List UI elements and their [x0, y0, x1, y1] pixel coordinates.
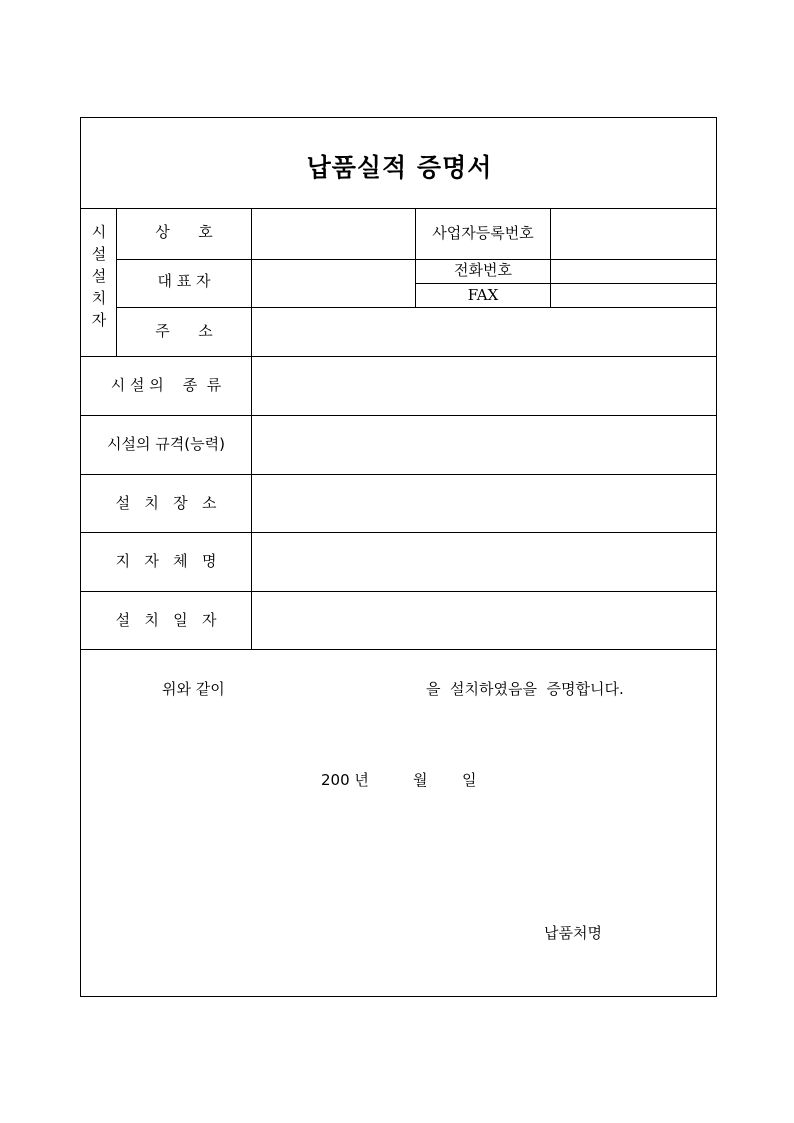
- statement-suffix: 을 설치하였음을 증명합니다.: [426, 680, 624, 698]
- company-label: 상 호: [155, 223, 213, 241]
- certificate-form: [80, 117, 717, 997]
- installer-group-label: [88, 221, 110, 331]
- local-authority-label: 지 자 체 명: [115, 552, 217, 570]
- divider-installer: [81, 356, 717, 357]
- divider-row1: [116, 259, 717, 260]
- facility-spec-label: 시설의 규격(능력): [107, 435, 225, 453]
- divider-spec: [81, 474, 717, 475]
- signer-label: 납품처명: [544, 924, 602, 942]
- divider-location: [81, 532, 717, 533]
- install-location-label: 설 치 장 소: [115, 494, 217, 512]
- group-char: 설: [91, 245, 107, 263]
- group-char: 시: [91, 223, 107, 241]
- business-reg-no-label: 사업자등록번호: [432, 224, 534, 242]
- divider-authority: [81, 591, 717, 592]
- divider-type: [81, 415, 717, 416]
- divider-row2: [116, 307, 717, 308]
- divider-right-col: [550, 208, 551, 307]
- facility-type-label: 시 설 의 종 류: [110, 376, 222, 394]
- install-date-label: 설 치 일 자: [115, 611, 217, 629]
- phone-label: 전화번호: [454, 261, 512, 279]
- statement-prefix: 위와 같이: [162, 680, 225, 698]
- fax-label: FAX: [467, 286, 499, 304]
- group-char: 설: [91, 267, 107, 285]
- group-char: 치: [91, 289, 107, 307]
- address-label: 주 소: [155, 322, 213, 340]
- date-year: 200 년: [321, 771, 369, 789]
- date-day: 일: [462, 771, 477, 789]
- document-title: 납품실적 증명서: [306, 153, 493, 182]
- divider-date: [81, 649, 717, 650]
- group-char: 자: [91, 311, 107, 329]
- representative-label: 대 표 자: [157, 272, 211, 290]
- divider-title: [81, 208, 717, 209]
- divider-label-col: [251, 208, 252, 649]
- divider-phone-fax: [415, 283, 717, 284]
- date-month: 월: [413, 771, 428, 789]
